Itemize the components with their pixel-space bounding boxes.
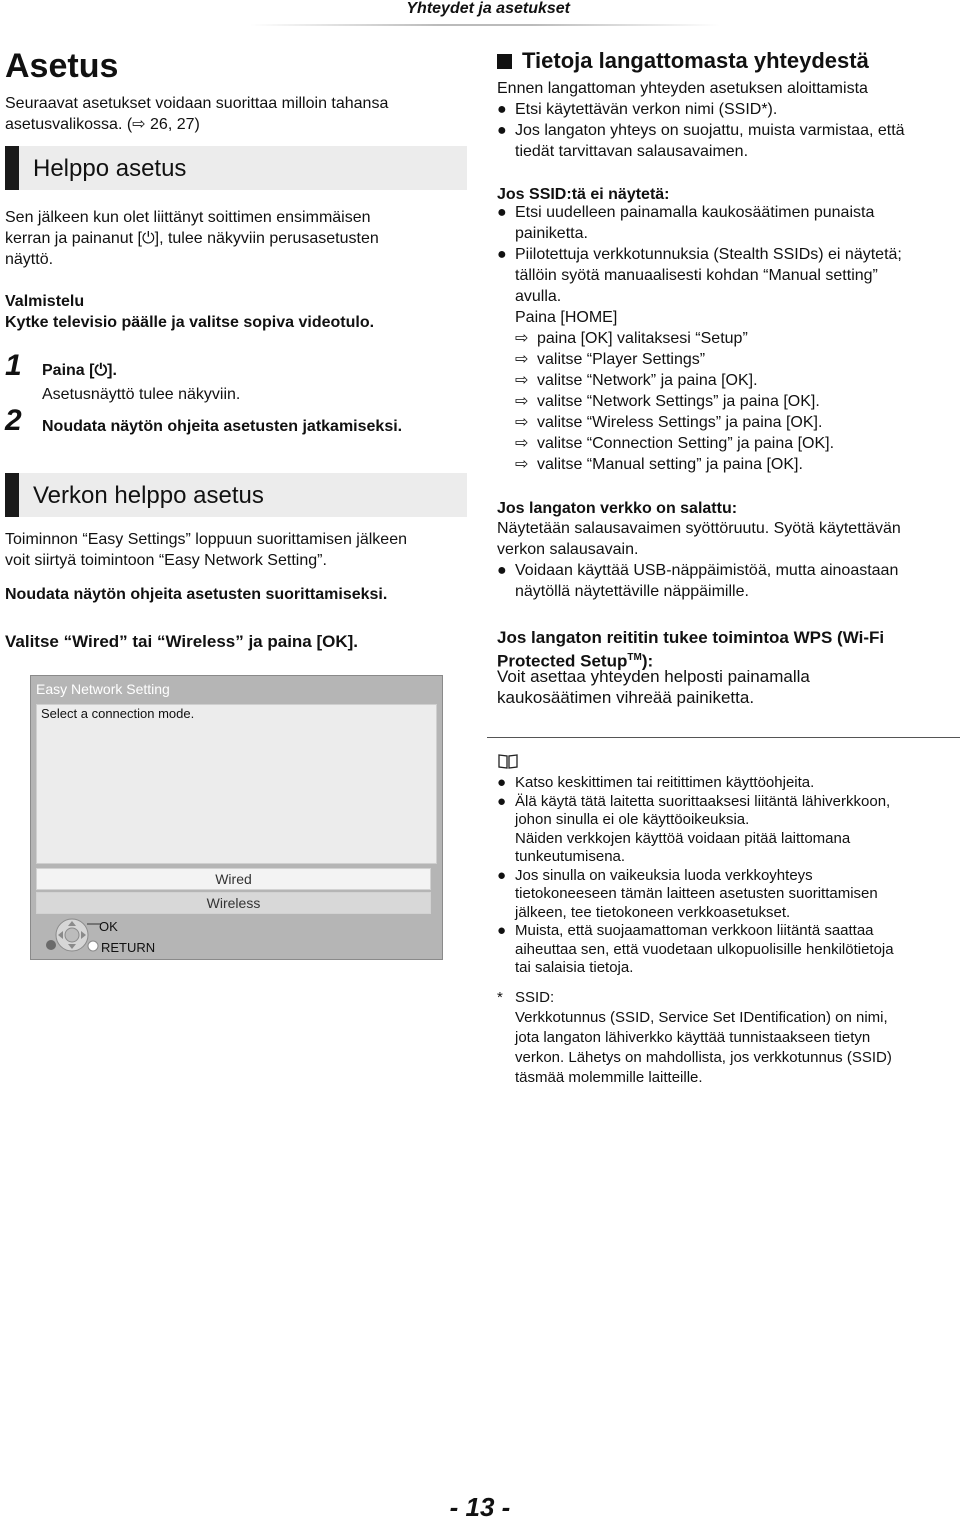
note-2-line-2: johon sinulla ei ole käyttöoikeuksia.: [515, 811, 750, 828]
verkon-paragraph: [5, 529, 407, 571]
section-bar: [5, 146, 19, 190]
wireless-bullet-2: [497, 120, 905, 162]
encrypted-bullet-line-2: näytöllä näytettäville näppäimille.: [515, 583, 749, 600]
helppo-line-1: Sen jälkeen kun olet liittänyt soittimen ensimmäisen: [5, 209, 371, 226]
arrow-right-icon: ⇨: [515, 351, 529, 368]
bullet-icon: ●: [497, 246, 507, 263]
home-line: Paina [HOME]: [515, 309, 618, 326]
menu-step-1: paina [OK] valitaksesi “Setup”: [537, 330, 748, 347]
footnote-line-3: jota langaton lähiverkko käyttää tunnistaakseen tietyn: [515, 1029, 871, 1046]
step-1-subtext: Asetusnäyttö tulee näkyviin.: [42, 386, 241, 403]
arrow-right-icon: ⇨: [515, 414, 529, 431]
page-title: Asetus: [5, 47, 119, 85]
bullet-icon: ●: [497, 101, 507, 118]
section-bar: [5, 473, 19, 517]
ssid-bullet-2-line-3: avulla.: [515, 288, 562, 305]
ssid-bullet-2-line-2: tällöin syötä manuaalisesti kohdan “Manual setting”: [515, 267, 878, 284]
note-3-line-3: jälkeen, tee tietokoneen verkkoasetukset.: [515, 903, 791, 921]
menu-step-5: valitse “Wireless Settings” ja paina [OK].: [537, 414, 823, 431]
note-4-line-3: tai salaisia tietoja.: [515, 959, 634, 976]
helppo-line-3: näyttö.: [5, 251, 54, 268]
footnote-mark: *: [497, 989, 503, 1006]
option-wired[interactable]: Wired: [36, 868, 431, 890]
section-helppo-asetus: [5, 146, 467, 190]
wireless-intro: Ennen langattoman yhteyden asetuksen aloittamista: [497, 80, 868, 97]
return-circle-icon: [87, 940, 99, 952]
wps-title-line-2: Protected Setup: [497, 651, 628, 671]
note-1-line-1: Katso keskittimen tai reitittimen käyttöohjeita.: [515, 774, 815, 791]
step-2-number: 2: [5, 404, 22, 437]
prep-text: Kytke televisio päälle ja valitse sopiva videotulo.: [5, 314, 375, 331]
arrow-right-icon: ⇨: [515, 372, 529, 389]
step-1-number: 1: [5, 349, 22, 382]
verkon-line-1: Toiminnon “Easy Settings” loppuun suorittamisen jälkeen: [5, 531, 407, 548]
note-2-line-3: Näiden verkkojen käyttöä voidaan pitää laittomana: [515, 829, 851, 847]
footnote-line-2: Verkkotunnus (SSID, Service Set IDentification) on nimi,: [515, 1009, 888, 1026]
intro-line-2: asetusvalikossa. (⇨ 26, 27): [5, 116, 200, 133]
ssid-bullet-1: [497, 202, 874, 244]
bullet-icon: ●: [497, 922, 507, 939]
wps-line-2: kaukosäätimen vihreää painiketta.: [497, 688, 755, 707]
wireless-bullet-2-line-2: tiedät tarvittavan salausavaimen.: [515, 143, 749, 160]
verkon-instruction-2: Valitse “Wired” tai “Wireless” ja paina [OK].: [5, 632, 359, 651]
return-label: RETURN: [101, 940, 156, 955]
screen-message: Select a connection mode.: [41, 706, 195, 721]
bullet-icon: ●: [497, 122, 507, 139]
helppo-line-2: kerran ja painanut [⏻], tulee näkyviin perusasetusten: [5, 230, 379, 247]
ssid-bullet-1-line-1: Etsi uudelleen painamalla kaukosäätimen punaista: [515, 204, 875, 221]
notes-list: [497, 774, 894, 978]
section-heading: Verkon helppo asetus: [33, 482, 264, 509]
encrypted-line-1: Näytetään salausavaimen syöttöruutu. Syötä käytettävän: [497, 520, 901, 537]
section-verkon-helppo-asetus: [5, 473, 467, 517]
footnote: [497, 988, 892, 1088]
notes-rule: [487, 737, 960, 738]
verkon-instruction-1: Noudata näytön ohjeita asetusten suorittamiseksi.: [5, 586, 388, 603]
screen-title: Easy Network Setting: [36, 681, 170, 697]
wireless-heading: [497, 48, 869, 74]
menu-step-3: valitse “Network” ja paina [OK].: [537, 372, 758, 389]
footnote-line-4: verkon. Lähetys on mahdollista, jos verkkotunnus (SSID): [515, 1049, 892, 1066]
prep-title: Valmistelu: [5, 293, 85, 310]
book-note-icon: [497, 752, 519, 770]
section-heading: Helppo asetus: [33, 155, 187, 182]
footnote-line-5: täsmää molemmille laitteille.: [515, 1069, 703, 1086]
running-header: Yhteydet ja asetukset: [406, 0, 570, 17]
easy-network-setting-screen: [30, 675, 443, 960]
note-4-line-1: Muista, että suojaamattoman verkkoon liitäntä saattaa: [515, 922, 874, 939]
menu-step-7: valitse “Manual setting” ja paina [OK].: [537, 456, 803, 473]
note-4-line-2: aiheuttaa sen, että vuodetaan ulkopuolisille henkilötietoja: [515, 940, 894, 958]
encrypted-line-2: verkon salausavain.: [497, 541, 639, 558]
page-number: - 13 -: [449, 1492, 511, 1522]
ssid-title: Jos SSID:tä ei näytetä:: [497, 186, 670, 203]
intro-text: [5, 93, 388, 135]
wps-line-1: Voit asettaa yhteyden helposti painamalla: [497, 667, 810, 686]
square-bullet-icon: [497, 54, 512, 69]
preparation: [5, 291, 374, 333]
verkon-line-2: voit siirtyä toimintoon “Easy Network Setting”.: [5, 552, 327, 569]
bullet-icon: ●: [497, 866, 507, 884]
wireless-bullet-2-line-1: Jos langaton yhteys on suojattu, muista varmistaa, että: [515, 122, 905, 139]
bullet-icon: ●: [497, 562, 507, 579]
helppo-paragraph: [5, 207, 379, 270]
encrypted-bullet-line-1: Voidaan käyttää USB-näppäimistöä, mutta ainoastaan: [515, 562, 899, 579]
trademark-mark: TM: [627, 652, 642, 663]
bullet-icon: ●: [497, 204, 507, 221]
screen-panel: [36, 704, 437, 864]
ok-label: OK: [99, 919, 118, 934]
bullet-icon: ●: [497, 774, 507, 791]
ssid-bullet-2-line-1: Piilotettuja verkkotunnuksia (Stealth SSIDs) ei näytetä;: [515, 246, 902, 263]
wireless-bullet-1-text: Etsi käytettävän verkon nimi (SSID*).: [515, 101, 778, 118]
encrypted-title: Jos langaton verkko on salattu:: [497, 500, 738, 517]
step-1-text: Paina [⏻].: [42, 362, 117, 379]
menu-step-6: valitse “Connection Setting” ja paina [OK].: [537, 435, 835, 452]
encrypted-text: [497, 518, 901, 560]
menu-step-2: valitse “Player Settings”: [537, 351, 706, 368]
note-2-line-4: tunkeutumisena.: [515, 848, 626, 865]
header-rule: [250, 24, 720, 26]
wireless-bullet-1: [497, 99, 777, 120]
note-3-line-1: Jos sinulla on vaikeuksia luoda verkkoyhteys: [515, 866, 813, 884]
intro-line-1: Seuraavat asetukset voidaan suorittaa milloin tahansa: [5, 95, 389, 112]
arrow-right-icon: ⇨: [515, 435, 529, 452]
wps-title-line-1: Jos langaton reititin tukee toimintoa WPS (Wi-Fi: [497, 628, 885, 647]
bullet-icon: ●: [497, 792, 507, 810]
menu-step-4: valitse “Network Settings” ja paina [OK].: [537, 393, 820, 410]
wps-title-end: ):: [641, 651, 654, 671]
note-3-line-2: tietokoneeseen tämän laitteen asetusten suorittamisen: [515, 885, 878, 902]
ssid-bullet-2: [497, 244, 902, 475]
encrypted-bullet: [497, 560, 898, 602]
arrow-right-icon: ⇨: [515, 456, 529, 473]
arrow-right-icon: ⇨: [515, 393, 529, 410]
option-wireless[interactable]: Wireless: [36, 892, 431, 914]
footnote-line-1: SSID:: [515, 989, 555, 1006]
note-2-line-1: Älä käytä tätä laitetta suorittaaksesi liitäntä lähiverkkoon,: [515, 792, 891, 810]
wireless-heading-text: Tietoja langattomasta yhteydestä: [522, 48, 869, 73]
arrow-right-icon: ⇨: [515, 330, 529, 347]
wps-text: [497, 666, 810, 708]
step-2-text: Noudata näytön ohjeita asetusten jatkamiseksi.: [42, 418, 403, 435]
ssid-bullet-1-line-2: painiketta.: [515, 225, 588, 242]
